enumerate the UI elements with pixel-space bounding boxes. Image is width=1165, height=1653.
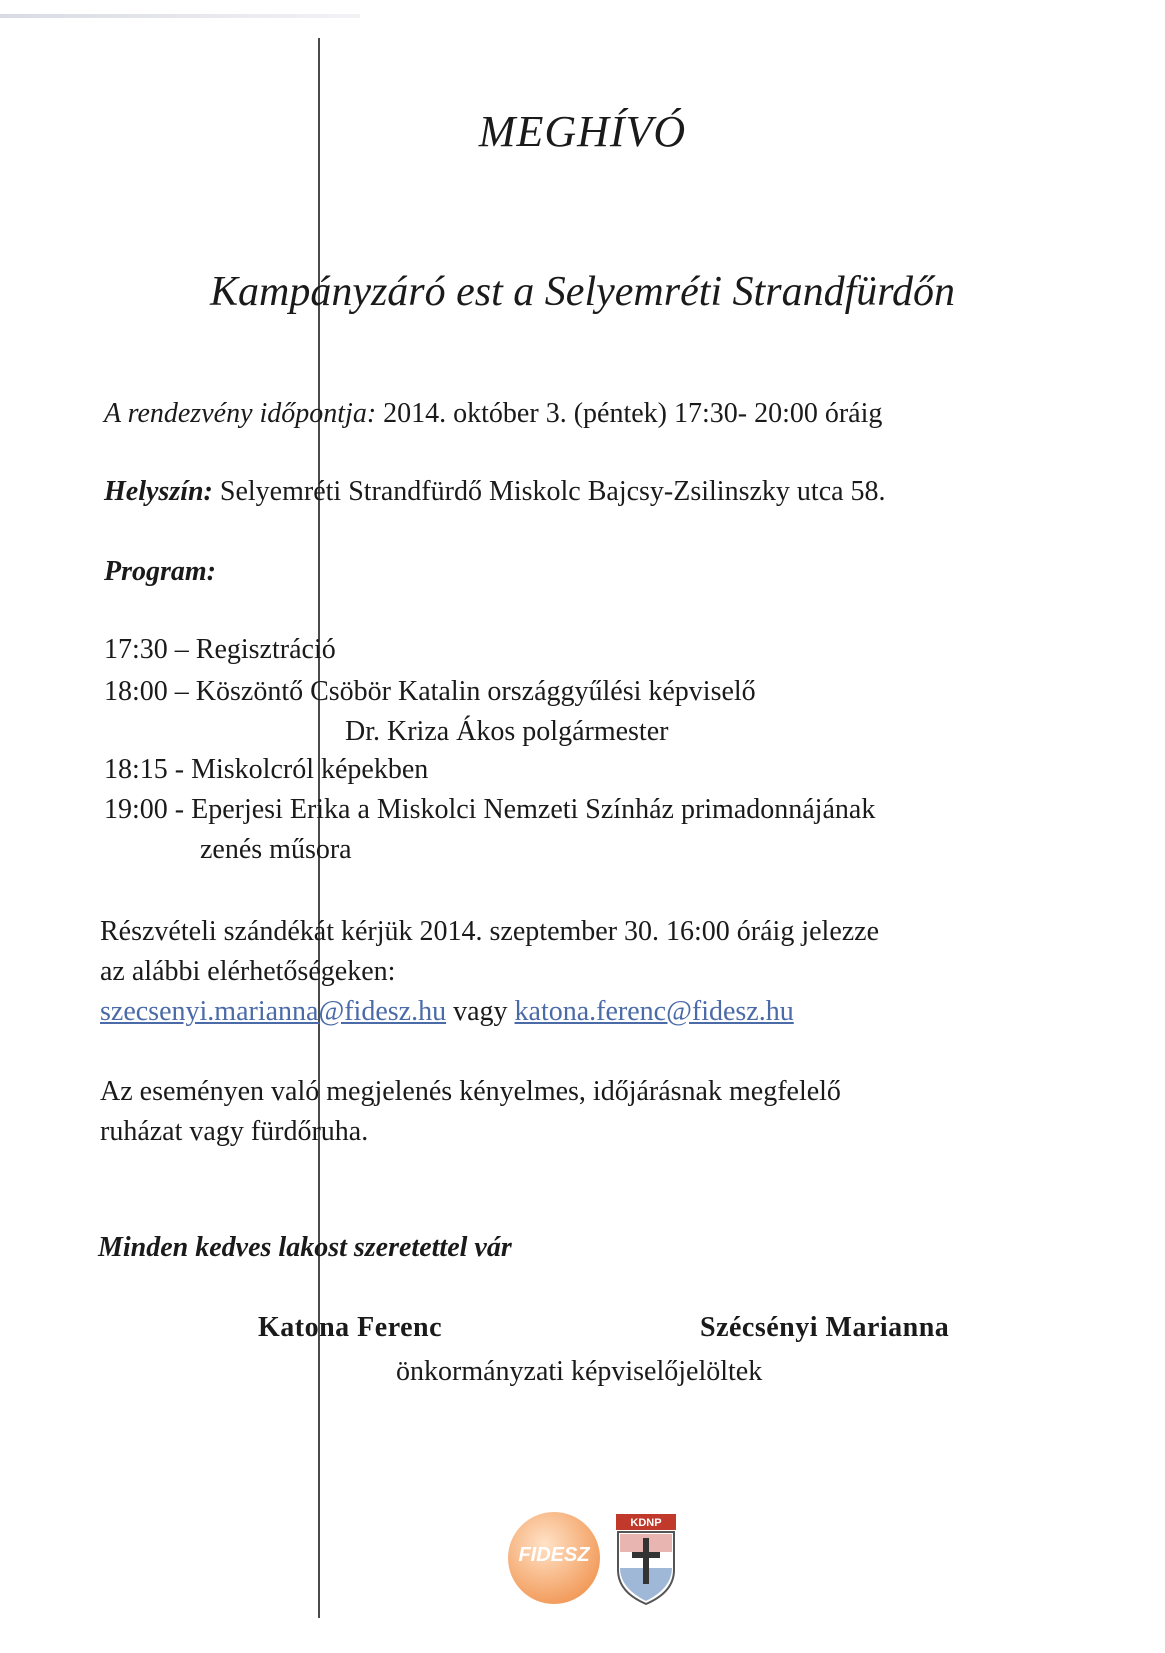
event-place-value: Selyemréti Strandfürdő Miskolc Bajcsy-Zsilinszky utca 58.	[212, 476, 886, 507]
rsvp-line: az alábbi elérhetőségeken:	[100, 956, 396, 987]
signatory-role: önkormányzati képviselőjelöltek	[396, 1356, 763, 1387]
email-link-katona[interactable]: katona.ferenc@fidesz.hu	[514, 996, 794, 1027]
event-time-value: 2014. október 3. (péntek) 17:30- 20:00 óráig	[376, 398, 883, 429]
document-title: MEGHÍVÓ	[478, 107, 687, 156]
dress-line: ruházat vagy fürdőruha.	[100, 1116, 369, 1147]
fidesz-logo	[508, 1512, 600, 1604]
document-subtitle: Kampányzáró est a Selyemréti Strandfürdőn	[209, 269, 956, 315]
program-item: Dr. Kriza Ákos polgármester	[345, 716, 669, 747]
signatory-name: Katona Ferenc	[258, 1312, 443, 1343]
scan-artifact-top	[0, 14, 360, 18]
kdnp-logo	[614, 1512, 678, 1606]
email-link-szecsenyi[interactable]: szecsenyi.marianna@fidesz.hu	[100, 996, 447, 1027]
rsvp-connector: vagy	[446, 996, 515, 1027]
signatory-name: Szécsényi Marianna	[700, 1312, 950, 1343]
program-item: zenés műsora	[200, 834, 352, 865]
event-time-label: A rendezvény időpontja:	[104, 398, 377, 429]
event-place-label: Helyszín:	[104, 476, 213, 507]
dress-line: Az eseményen való megjelenés kényelmes, időjárásnak megfelelő	[100, 1076, 841, 1107]
event-place	[104, 476, 886, 508]
program-item: 17:30 – Regisztráció	[104, 634, 336, 665]
program-item: 18:00 – Köszöntő Csöbör Katalin országgyűlési képviselő	[104, 676, 756, 707]
kdnp-logo-text: KDNP	[630, 1517, 662, 1529]
rsvp-line: Részvételi szándékát kérjük 2014. szeptember 30. 16:00 óráig jelezze	[100, 916, 880, 947]
rsvp-contacts	[100, 996, 794, 1028]
closing-text: Minden kedves lakost szeretettel vár	[98, 1232, 512, 1263]
program-item: 19:00 - Eperjesi Erika a Miskolci Nemzeti Színház primadonnájának	[104, 794, 876, 825]
event-time	[104, 398, 882, 430]
program-item: 18:15 - Miskolcról képekben	[104, 754, 429, 785]
fidesz-logo-text: FIDESZ	[518, 1544, 590, 1566]
program-label: Program:	[104, 556, 216, 587]
